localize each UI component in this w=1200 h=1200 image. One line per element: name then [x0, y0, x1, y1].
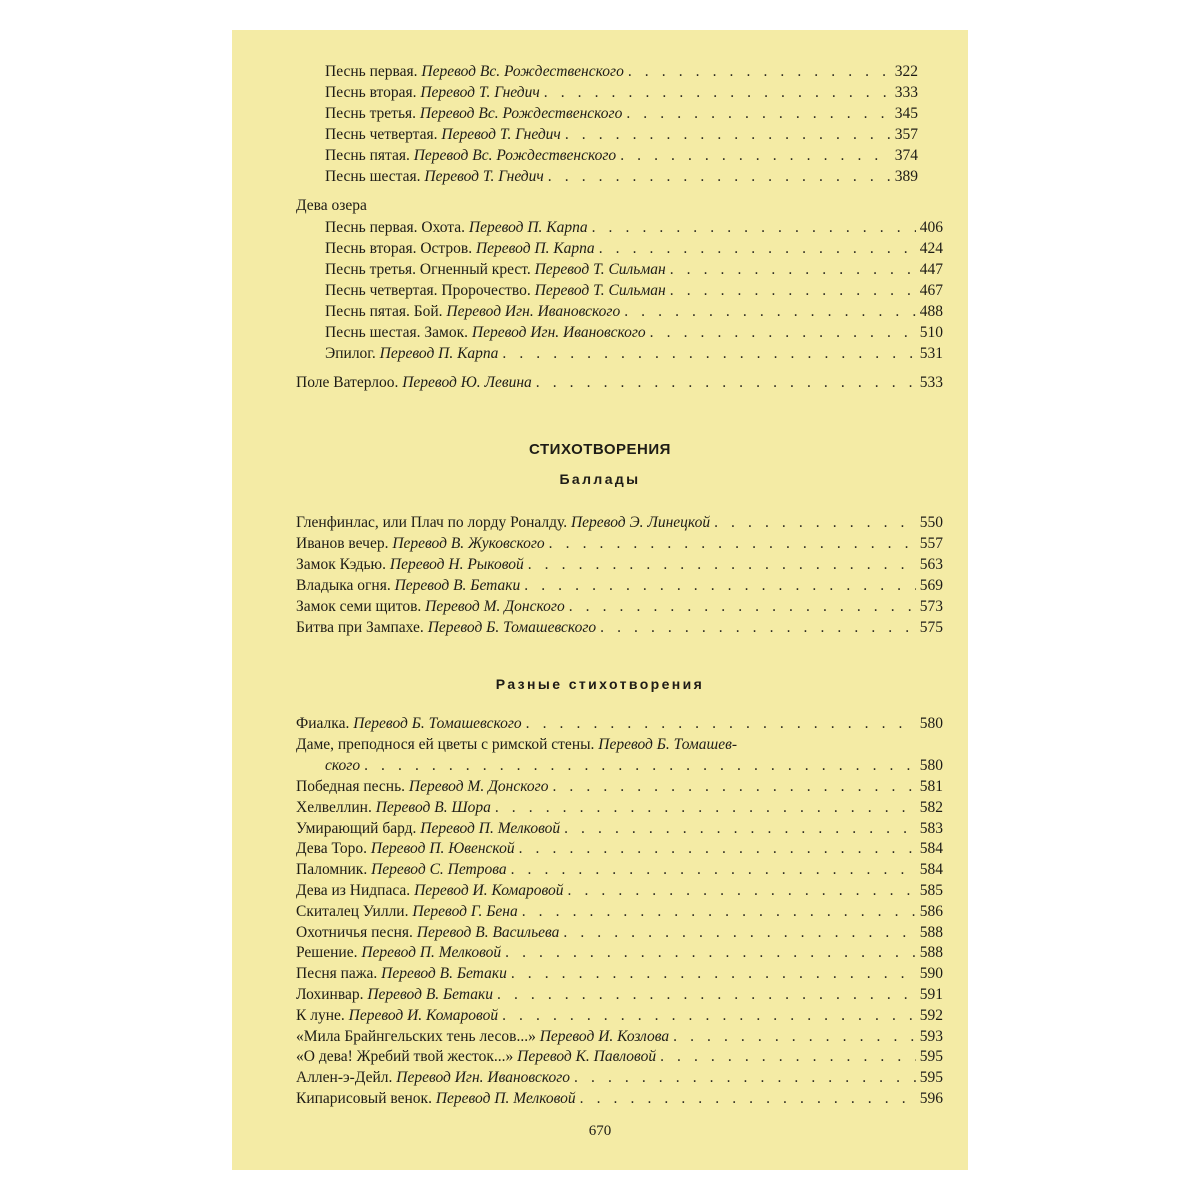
entry-translator: Перевод Ю. Левина	[402, 374, 532, 391]
entry-translator: ского	[325, 757, 361, 774]
entry-title: К луне.	[296, 1006, 345, 1024]
page-number: 670	[588, 1123, 612, 1139]
toc-entry	[296, 818, 943, 839]
entry-translator: Перевод Б. Томашев-	[598, 736, 737, 753]
entry-title: Песнь третья.	[325, 105, 417, 122]
entry-title: Умирающий бард.	[296, 819, 417, 837]
entry-title: «О дева! Жребий твой жесток...»	[296, 1048, 514, 1066]
dot-leader	[600, 617, 916, 638]
entry-title: Хелвеллин.	[296, 798, 372, 816]
entry-title: Дева из Нидпаса.	[296, 882, 411, 899]
dot-leader	[568, 880, 916, 901]
dot-leader	[628, 61, 891, 82]
entry-title: Лохинвар.	[296, 986, 364, 1003]
entry-title: Охотничья песня.	[296, 923, 413, 941]
entry-page: 583	[919, 819, 943, 837]
entry-page: 424	[919, 240, 943, 257]
entry-title: Песнь шестая.	[325, 168, 421, 185]
entry-title: Песнь первая.	[325, 63, 418, 80]
entry-page: 374	[894, 147, 918, 164]
entry-title: Песнь четвертая.	[325, 126, 438, 143]
entry-page: 595	[919, 1069, 943, 1087]
dot-leader	[495, 797, 916, 818]
entry-title: Скиталец Уилли.	[296, 902, 409, 920]
entry-title: Владыка огня.	[296, 577, 391, 594]
entry-translator: Перевод Игн. Ивановского	[446, 303, 621, 320]
entry-title: Замок Кэдью.	[296, 556, 387, 573]
entry-translator: Перевод П. Мелковой	[435, 1090, 576, 1107]
dot-leader	[548, 166, 891, 187]
entry-translator: Перевод Г. Бена	[412, 902, 518, 920]
toc-entry-continuation	[325, 755, 943, 776]
entry-page: 591	[919, 986, 943, 1003]
entry-translator: Перевод И. Козлова	[539, 1027, 670, 1045]
toc-entry	[296, 1026, 943, 1047]
toc-entry-wrapped	[296, 734, 737, 755]
toc-entry	[325, 61, 918, 82]
dot-leader	[580, 1088, 916, 1109]
dot-leader	[502, 343, 915, 364]
toc-entry	[325, 343, 943, 364]
toc-entry	[296, 512, 943, 533]
entry-title: Гленфинлас, или Плач по лорду Роналду.	[296, 514, 568, 531]
entry-translator: Перевод Б. Томашевского	[353, 715, 522, 732]
subsection-heading: Баллады	[559, 471, 641, 487]
toc-entry	[296, 372, 943, 393]
entry-title: Песнь вторая.	[325, 84, 417, 101]
entry-page: 575	[919, 619, 943, 636]
entry-translator: Перевод Т. Сильман	[534, 282, 666, 299]
entry-page: 588	[919, 923, 943, 941]
entry-page: 592	[919, 1006, 943, 1024]
entry-page: 573	[919, 598, 943, 615]
entry-page: 584	[919, 861, 943, 879]
toc-entry	[296, 901, 943, 922]
dot-leader	[563, 922, 915, 943]
entry-translator: Перевод Вс. Рождественского	[419, 105, 623, 122]
dot-leader	[626, 103, 890, 124]
entry-title: Победная песнь.	[296, 778, 406, 795]
toc-entry	[296, 942, 943, 963]
dot-leader	[524, 575, 915, 596]
entry-translator: Перевод В. Васильева	[416, 923, 560, 941]
toc-entry	[325, 238, 943, 259]
entry-page: 569	[919, 577, 943, 594]
entry-translator: Перевод Т. Гнедич	[441, 126, 561, 143]
dot-leader	[528, 554, 916, 575]
toc-entry	[296, 963, 943, 984]
entry-title: Эпилог.	[325, 345, 376, 362]
dot-leader	[519, 838, 916, 859]
toc-entry	[296, 859, 943, 880]
entry-page: 588	[919, 944, 943, 962]
entry-title: Даме, преподнося ей цветы с римской стены.	[296, 736, 595, 753]
entry-translator: Перевод В. Бетаки	[367, 986, 493, 1003]
entry-page: 531	[919, 345, 943, 362]
entry-translator: Перевод П. Мелковой	[420, 819, 561, 837]
entry-translator: Перевод П. Ювенской	[370, 840, 515, 858]
dot-leader	[552, 776, 915, 797]
dot-leader	[511, 963, 916, 984]
entry-title: Решение.	[296, 944, 358, 962]
entry-translator: Перевод Игн. Ивановского	[471, 324, 646, 341]
entry-translator: Перевод Т. Гнедич	[424, 168, 544, 185]
entry-translator: Перевод Э. Линецкой	[570, 514, 711, 531]
entry-page: 596	[919, 1090, 943, 1107]
toc-entry	[325, 166, 918, 187]
toc-entry	[325, 280, 943, 301]
toc-entry	[296, 1067, 943, 1088]
entry-page: 467	[919, 282, 943, 299]
dot-leader	[660, 1046, 916, 1067]
dot-leader	[599, 238, 916, 259]
dot-leader	[714, 512, 916, 533]
entry-title: Кипарисовый венок.	[296, 1090, 432, 1107]
toc-entry	[296, 596, 943, 617]
entry-translator: Перевод И. Комаровой	[348, 1006, 499, 1024]
entry-page: 510	[919, 324, 943, 341]
dot-leader	[497, 984, 916, 1005]
entry-page: 584	[919, 840, 943, 858]
entry-page: 447	[919, 261, 943, 278]
entry-title: Песнь третья. Огненный крест.	[325, 261, 531, 278]
dot-leader	[670, 280, 916, 301]
entry-title: Песнь четвертая. Пророчество.	[325, 282, 531, 299]
entry-title: Аллен-э-Дейл.	[296, 1069, 393, 1087]
entry-page: 582	[919, 798, 943, 816]
toc-entry	[296, 617, 943, 638]
toc-entry	[296, 776, 943, 797]
entry-page: 557	[919, 535, 943, 552]
dot-leader	[670, 259, 916, 280]
entry-title: Песнь пятая.	[325, 147, 410, 164]
entry-title: Песня пажа.	[296, 965, 378, 983]
dot-leader	[650, 322, 916, 343]
toc-entry	[325, 259, 943, 280]
dot-leader	[592, 217, 916, 238]
entry-page: 406	[919, 219, 943, 236]
entry-translator: Перевод Т. Гнедич	[420, 84, 540, 101]
entry-title: Песнь шестая. Замок.	[325, 324, 468, 341]
toc-entry	[296, 554, 943, 575]
entry-translator: Перевод В. Шора	[375, 798, 491, 816]
entry-translator: Перевод К. Павловой	[517, 1048, 657, 1066]
entry-page: 533	[919, 374, 943, 391]
entry-translator: Перевод П. Карпа	[379, 345, 499, 362]
dot-leader	[564, 818, 916, 839]
dot-leader	[565, 124, 891, 145]
toc-entry	[325, 301, 943, 322]
toc-entry	[325, 124, 918, 145]
dot-leader	[673, 1026, 916, 1047]
entry-translator: Перевод В. Бетаки	[394, 577, 521, 594]
dot-leader	[536, 372, 916, 393]
entry-page: 488	[919, 303, 943, 320]
entry-title: Песнь вторая. Остров.	[325, 240, 473, 257]
entry-title: Паломник.	[296, 861, 368, 879]
toc-entry	[325, 103, 918, 124]
entry-translator: Перевод П. Карпа	[475, 240, 595, 257]
toc-entry	[325, 322, 943, 343]
entry-page: 581	[919, 778, 943, 795]
entry-translator: Перевод В. Жуковского	[392, 535, 545, 552]
toc-entry	[296, 797, 943, 818]
entry-translator: Перевод Н. Рыковой	[389, 556, 524, 573]
entry-page: 585	[919, 882, 943, 899]
toc-entry	[296, 713, 943, 734]
dot-leader	[511, 859, 916, 880]
entry-translator: Перевод П. Карпа	[468, 219, 588, 236]
dot-leader	[544, 82, 891, 103]
entry-translator: Перевод Б. Томашевского	[427, 619, 597, 636]
entry-translator: Перевод Вс. Рождественского	[413, 147, 617, 164]
entry-page: 389	[894, 168, 918, 185]
entry-page: 580	[919, 715, 943, 732]
entry-translator: Перевод Игн. Ивановского	[396, 1069, 571, 1087]
entry-page: 550	[919, 514, 943, 531]
section-heading: СТИХОТВОРЕНИЯ	[529, 441, 671, 458]
entry-title: «Мила Брайнгельских тень лесов...»	[296, 1027, 536, 1045]
entry-title: Поле Ватерлоо.	[296, 374, 399, 391]
entry-title: Дева Торо.	[296, 840, 367, 858]
dot-leader	[364, 755, 916, 776]
entry-translator: Перевод М. Донского	[408, 778, 549, 795]
toc-entry	[296, 922, 943, 943]
dot-leader	[624, 301, 916, 322]
entry-page: 357	[894, 126, 918, 143]
entry-translator: Перевод П. Мелковой	[361, 944, 502, 962]
entry-translator: Перевод С. Петрова	[371, 861, 507, 879]
entry-title: Битва при Зампахе.	[296, 619, 424, 636]
entry-title: Песнь пятая. Бой.	[325, 303, 443, 320]
toc-entry	[296, 1046, 943, 1067]
subsection-heading: Разные стихотворения	[495, 676, 705, 692]
toc-entry	[296, 533, 943, 554]
entry-translator: Перевод И. Комаровой	[414, 882, 564, 899]
entry-page: 580	[919, 757, 943, 774]
dot-leader	[569, 596, 916, 617]
entry-page: 590	[919, 965, 943, 983]
dot-leader	[502, 1005, 916, 1026]
toc-entry	[296, 838, 943, 859]
entry-title: Фиалка.	[296, 715, 350, 732]
entry-page: 595	[919, 1048, 943, 1066]
entry-title: Иванов вечер.	[296, 535, 389, 552]
toc-entry	[296, 1005, 943, 1026]
entry-translator: Перевод Вс. Рождественского	[421, 63, 624, 80]
dot-leader	[505, 942, 916, 963]
dot-leader	[620, 145, 891, 166]
dot-leader	[574, 1067, 916, 1088]
dot-leader	[522, 901, 916, 922]
entry-title: Песнь первая. Охота.	[325, 219, 465, 236]
entry-page: 563	[919, 556, 943, 573]
toc-entry	[296, 1088, 943, 1109]
entry-page: 345	[894, 105, 918, 122]
toc-entry	[296, 575, 943, 596]
entry-page: 322	[894, 63, 918, 80]
toc-entry	[325, 82, 918, 103]
toc-entry	[325, 145, 918, 166]
toc-entry	[325, 217, 943, 238]
entry-page: 593	[919, 1027, 943, 1045]
dot-leader	[526, 713, 916, 734]
entry-translator: Перевод М. Донского	[425, 598, 565, 615]
toc-entry	[296, 984, 943, 1005]
toc-entry	[296, 880, 943, 901]
entry-translator: Перевод В. Бетаки	[381, 965, 507, 983]
dot-leader	[549, 533, 916, 554]
entry-translator: Перевод Т. Сильман	[534, 261, 666, 278]
entry-page: 586	[919, 902, 943, 920]
entry-page: 333	[894, 84, 918, 101]
work-title: Дева озера	[296, 197, 367, 214]
entry-title: Замок семи щитов.	[296, 598, 422, 615]
